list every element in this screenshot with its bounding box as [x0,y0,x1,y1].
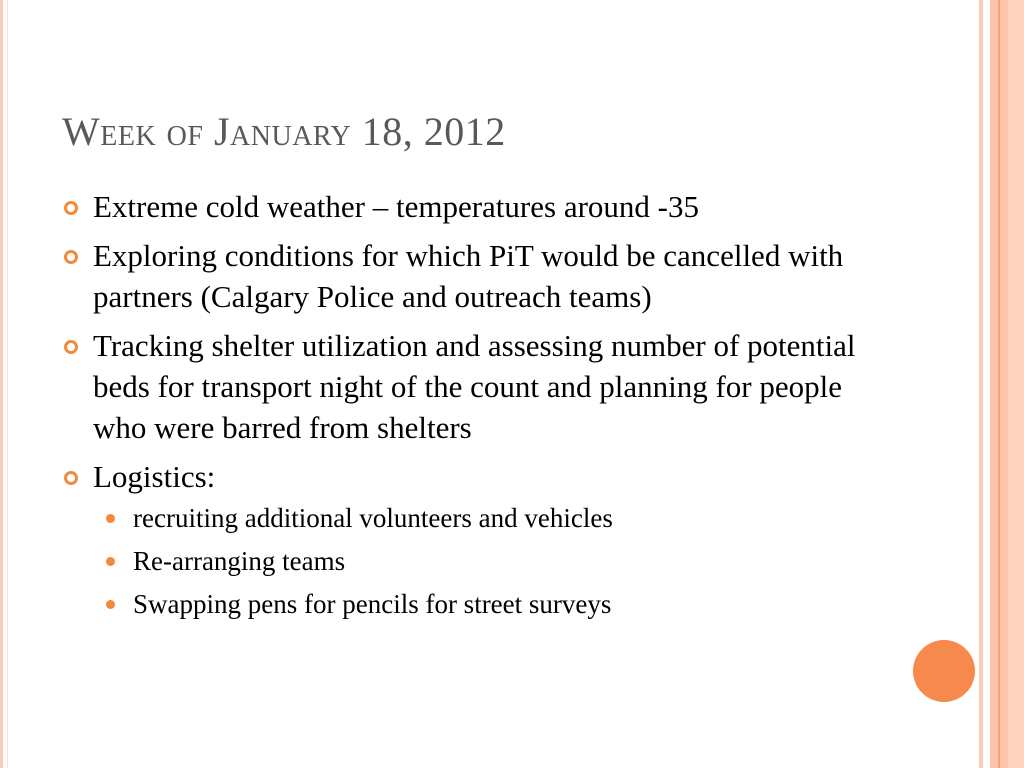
dot-bullet-icon [106,557,115,566]
decor-stripe [1000,0,1008,768]
dot-bullet-icon [106,600,115,609]
left-border-line [7,0,8,768]
sub-bullet-item [93,540,892,583]
dot-bullet-icon [106,514,115,523]
sub-bullet-text: Swapping pens for pencils for street surveys [133,589,612,619]
bullet-item [62,235,892,317]
bullet-item [62,186,892,227]
decor-stripe [1008,0,1024,768]
sub-bullet-list [93,497,892,626]
bullet-item [62,456,892,626]
left-border [0,0,3,768]
bullet-text: Logistics: [93,459,216,494]
sub-bullet-text: Re-arranging teams [133,546,346,576]
ring-bullet-icon [64,340,78,354]
sub-bullet-item [93,497,892,540]
bullet-list [62,186,892,634]
bullet-text: Extreme cold weather – temperatures around -35 [93,189,699,224]
bullet-item [62,325,892,448]
sub-bullet-text: recruiting additional volunteers and vehicles [133,503,613,533]
decor-circle [913,640,975,702]
ring-bullet-icon [64,250,78,264]
slide-title: Week of January 18, 2012 [62,109,506,154]
decor-stripe [990,0,998,768]
ring-bullet-icon [64,471,78,485]
sub-bullet-item [93,583,892,626]
decor-stripe [979,0,983,768]
bullet-text: Exploring conditions for which PiT would be cancelled with partners (Calgary Police and outreach teams) [93,238,844,314]
bullet-text: Tracking shelter utilization and assessing number of potential beds for transport night of the count and planning for people who were barred from shelters [93,328,856,445]
ring-bullet-icon [64,201,78,215]
